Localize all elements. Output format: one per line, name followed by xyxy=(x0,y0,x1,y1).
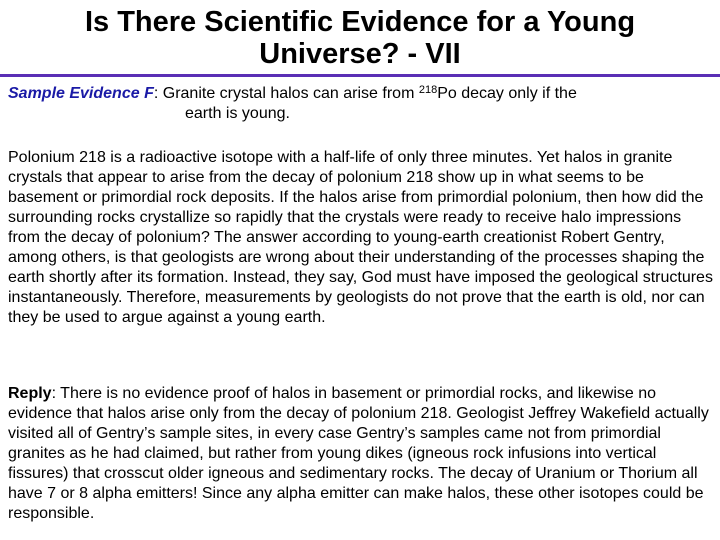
title-divider xyxy=(0,74,720,77)
body-paragraph-reply xyxy=(8,384,714,524)
slide-title xyxy=(0,6,720,70)
evidence-colon: : xyxy=(153,85,159,102)
evidence-claim-post: decay only if the xyxy=(456,85,577,102)
body-paragraph-polonium: Polonium 218 is a radioactive isotope with a half-life of only three minutes. Yet halos in granite crystals that appear to arise from the decay of polonium 218 show up in what seems to be basement or primordial rock deposits. If the halos arise from primordial polonium, then how did the surrounding rocks crystallize so rapidly that the crystals were ready to receive halo impressions from the decay of polonium? The answer according to young-earth creationist Robert Gentry, among others, is that geologists are wrong about their understanding of the processes shaping the earth shortly after its formation. Instead, they say, God must have imposed the geological structures instantaneously. Therefore, measurements by geologists do not prove that the earth is old, nor can they be used to argue against a young earth. xyxy=(8,149,713,326)
reply-label: Reply xyxy=(8,385,52,402)
evidence-claim-pre: Granite crystal halos can arise from xyxy=(158,85,419,102)
evidence-claim-line-2: earth is young. xyxy=(185,105,290,122)
title-line-2: Universe? - VII xyxy=(259,38,461,70)
evidence-label: Sample Evidence F xyxy=(8,85,154,102)
evidence-statement xyxy=(8,84,716,124)
reply-text: : There is no evidence proof of halos in basement or primordial rocks, and likewise no evidence that halos arise only from the decay of polonium 218. Geologist Jeffrey Wakefield actually visited all of Gentry’s sample sites, in every case Gentry’s samples came not from primordial granites as he had claimed, but rather from young dikes (igneous rock infusions into vertical fissures) that crosscut older igneous and sedimentary rocks. The decay of Uranium or Thorium all have 7 or 8 alpha emitters! Since any alpha emitter can make halos, these other isotopes could be responsible. xyxy=(8,385,709,522)
isotope-symbol: Po xyxy=(437,85,457,102)
title-line-1: Is There Scientific Evidence for a Young xyxy=(84,6,636,38)
isotope-mass-number: 218 xyxy=(418,84,438,96)
